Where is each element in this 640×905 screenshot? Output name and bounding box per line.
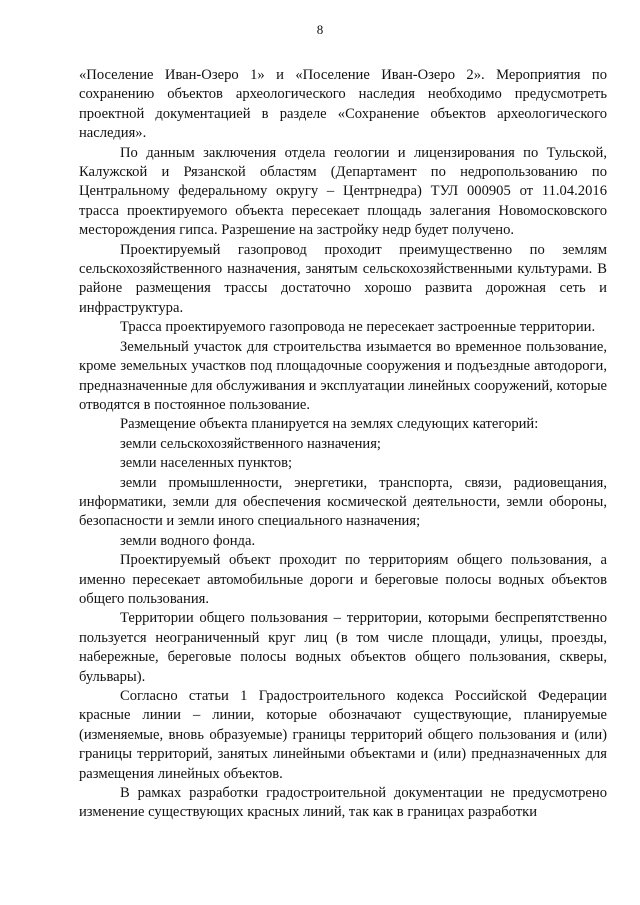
- list-item-water-fund-land: земли водного фонда.: [120, 532, 256, 549]
- paragraph-geology-conclusion: По данным заключения отдела геологии и лицензирования по Тульской, Калужской и Рязанской областям (Департамент по недропользованию по Центральному федеральному округу – Центрнедра) ТУЛ 000905 от 11.04.2016 трасса проектируемого объекта пересекает площадь залегания Новомосковского месторождения гипса. Разрешение на застройку недр будет получено.: [79, 144, 607, 239]
- list-item-agricultural-land: земли сельскохозяйственного назначения;: [120, 435, 381, 452]
- document-body: [79, 66, 607, 823]
- list-item-settlement-land: земли населенных пунктов;: [120, 455, 293, 472]
- list-item-industrial-land: земли промышленности, энергетики, транспорта, связи, радиовещания, информатики, земли для обеспечения космической деятельности, земли обороны, безопасности и земли иного специального назначения;: [79, 474, 607, 530]
- paragraph-red-lines-definition: Согласно статьи 1 Градостроительного кодекса Российской Федерации красные линии – линии, которые обозначают существующие, планируемые (изменяемые, вновь образуемые) границы территорий общего пользования и (или) границы территорий, занятых линейными объектами и (или) предназначенных для размещения линейных объектов.: [79, 688, 607, 782]
- paragraph-gas-pipeline-route: Проектируемый газопровод проходит преимущественно по землям сельскохозяйственного назначения, занятым сельскохозяйственными культурами. В районе размещения трассы достаточно хорошо развита дорожная сеть и инфраструктура.: [79, 241, 607, 316]
- paragraph-public-territories-crossing: Проектируемый объект проходит по территориям общего пользования, а именно пересекает автомобильные дороги и береговые полосы водных объектов общего пользования.: [79, 552, 607, 607]
- paragraph-land-categories-intro: Размещение объекта планируется на землях следующих категорий:: [120, 416, 539, 433]
- paragraph-archaeology-continuation: «Поселение Иван-Озеро 1» и «Поселение Иван-Озеро 2». Мероприятия по сохранению объектов археологического наследия необходимо предусмотреть проектной документацией в разделе «Сохранение объектов археологического наследия».: [79, 67, 607, 142]
- page-number: 8: [316, 22, 324, 37]
- paragraph-land-plot-use: Земельный участок для строительства изымается во временное пользование, кроме земельных участков под площадочные сооружения и подъездные автодороги, предназначенные для обслуживания и эксплуатации линейных сооружений, которые отводятся в постоянное пользование.: [79, 338, 607, 413]
- paragraph-red-lines-unchanged: В рамках разработки градостроительной документации не предусмотрено изменение существующих красных линий, так как в границах разработки: [79, 785, 607, 821]
- paragraph-no-built-areas: Трасса проектируемого газопровода не пересекает застроенные территории.: [120, 319, 596, 336]
- paragraph-public-territories-definition: Территории общего пользования – территории, которыми беспрепятственно пользуется неограниченный круг лиц (в том числе площади, улицы, проезды, набережные, береговые полосы водных объектов общего пользования, скверы, бульвары).: [79, 610, 607, 685]
